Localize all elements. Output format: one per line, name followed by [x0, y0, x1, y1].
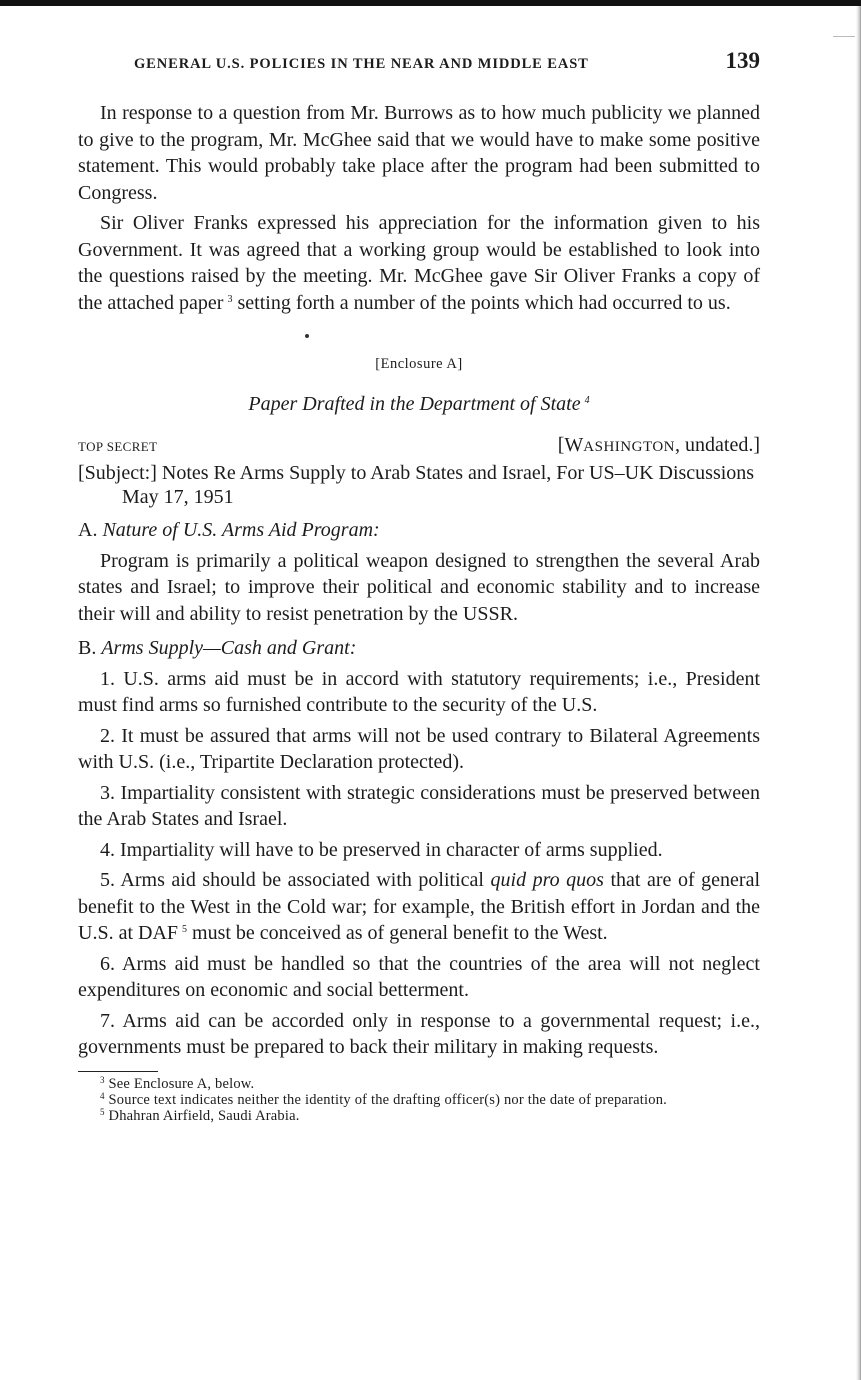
footnote-4: [78, 1092, 760, 1108]
running-head: [78, 48, 760, 80]
document-title-text: Paper Drafted in the Department of State: [248, 393, 581, 415]
footnote-mark-5: 5: [100, 1106, 105, 1117]
footnote-mark-3: 3: [100, 1074, 105, 1085]
footnote-rule: [78, 1071, 158, 1072]
intro-paragraph-2-tail: setting forth a number of the points which had occurred to us.: [232, 291, 731, 314]
section-a-text: Program is primarily a political weapon designed to strengthen the several Arab states and Israel; to improve their political and economic stability and to increase their will and ability to resist penetration by the USSR.: [78, 549, 760, 625]
section-b-title: Arms Supply—Cash and Grant:: [101, 637, 357, 659]
section-b-item-7: 7. Arms aid can be accorded only in response to a governmental request; i.e., governments must be prepared to back their military in making requests.: [78, 1009, 760, 1058]
section-b-item-4: 4. Impartiality will have to be preserved in character of arms supplied.: [100, 838, 663, 861]
item-5-tail: must be conceived as of general benefit to the West.: [187, 922, 608, 944]
place-smallcaps: ASHINGTON: [583, 439, 676, 455]
footnote-4-text: Source text indicates neither the identity of the drafting officer(s) nor the date of preparation.: [104, 1091, 667, 1108]
running-title: GENERAL U.S. POLICIES IN THE NEAR AND MIDDLE EAST: [134, 56, 589, 72]
document-title: [78, 390, 760, 418]
section-a-title: Nature of U.S. Arms Aid Program:: [102, 519, 380, 541]
intro-paragraph-2-text: Sir Oliver Franks expressed his appreciation for the information given to his Government. It was agreed that a working group would be established to look into the questions raised by the meeting. Mr. McGhee gave Sir Oliver Franks a copy of the attached paper: [78, 212, 760, 314]
section-b-label: B.: [78, 637, 102, 659]
subject-line: [78, 461, 760, 509]
enclosure-label: [Enclosure A]: [375, 356, 463, 372]
intro-paragraph-1: In response to a question from Mr. Burrows as to how much publicity we planned to give to the program, Mr. McGhee said that we would have to make some positive statement. This would probably take place after the program had been submitted to Congress.: [78, 102, 760, 204]
footnote-3: [78, 1076, 760, 1092]
place-date: [558, 434, 760, 457]
footnote-5-text: Dhahran Airfield, Saudi Arabia.: [104, 1107, 300, 1124]
place-open: [W: [557, 434, 584, 456]
document-meta: [78, 434, 760, 457]
section-b-heading: [78, 635, 760, 662]
section-a-label: A.: [78, 519, 103, 541]
section-a-heading: [78, 517, 760, 544]
scan-edge-mark: [833, 36, 855, 37]
subject-label: [Subject:]: [78, 462, 157, 484]
place-close: , undated.]: [675, 434, 760, 456]
intro-paragraph-2: [78, 210, 760, 316]
item-5-mid: that are of general benefit to the West in the Cold war; for example, the British effort in Jordan and the U.S. at DAF: [78, 869, 760, 944]
section-b-item-3: 3. Impartiality consistent with strategic considerations must be preserved between the Arab States and Israel.: [78, 781, 760, 830]
section-b-item-6: 6. Arms aid must be handled so that the countries of the area will not neglect expenditures on economic and social betterment.: [78, 952, 760, 1001]
footnote-ref-3: 3: [227, 293, 233, 305]
footnote-5: [78, 1108, 760, 1124]
footnote-3-text: See Enclosure A, below.: [104, 1075, 255, 1092]
item-5-text: 5. Arms aid should be associated with political: [100, 869, 491, 891]
subject-text: Notes Re Arms Supply to Arab States and Israel, For US–UK Discussions May 17, 1951: [122, 462, 755, 508]
item-5-italic: quid pro quos: [490, 869, 604, 891]
section-b-item-1: 1. U.S. arms aid must be in accord with statutory requirements; i.e., President must find arms so furnished contribute to the security of the U.S.: [78, 667, 760, 716]
footnote-ref-4: 4: [584, 395, 590, 406]
section-b-item-2: 2. It must be assured that arms will not be used contrary to Bilateral Agreements with U.S. (i.e., Tripartite Declaration protected).: [78, 724, 760, 773]
scan-top-border: [0, 0, 861, 6]
page-number: 139: [725, 48, 760, 73]
footnote-mark-4: 4: [100, 1090, 105, 1101]
scan-right-edge: [856, 6, 861, 1380]
stray-dot: [78, 316, 760, 350]
classification-marking: TOP SECRET: [78, 439, 158, 454]
section-b-item-5: [78, 867, 760, 947]
footnote-ref-5: 5: [182, 924, 188, 935]
page-content: [78, 48, 760, 1124]
